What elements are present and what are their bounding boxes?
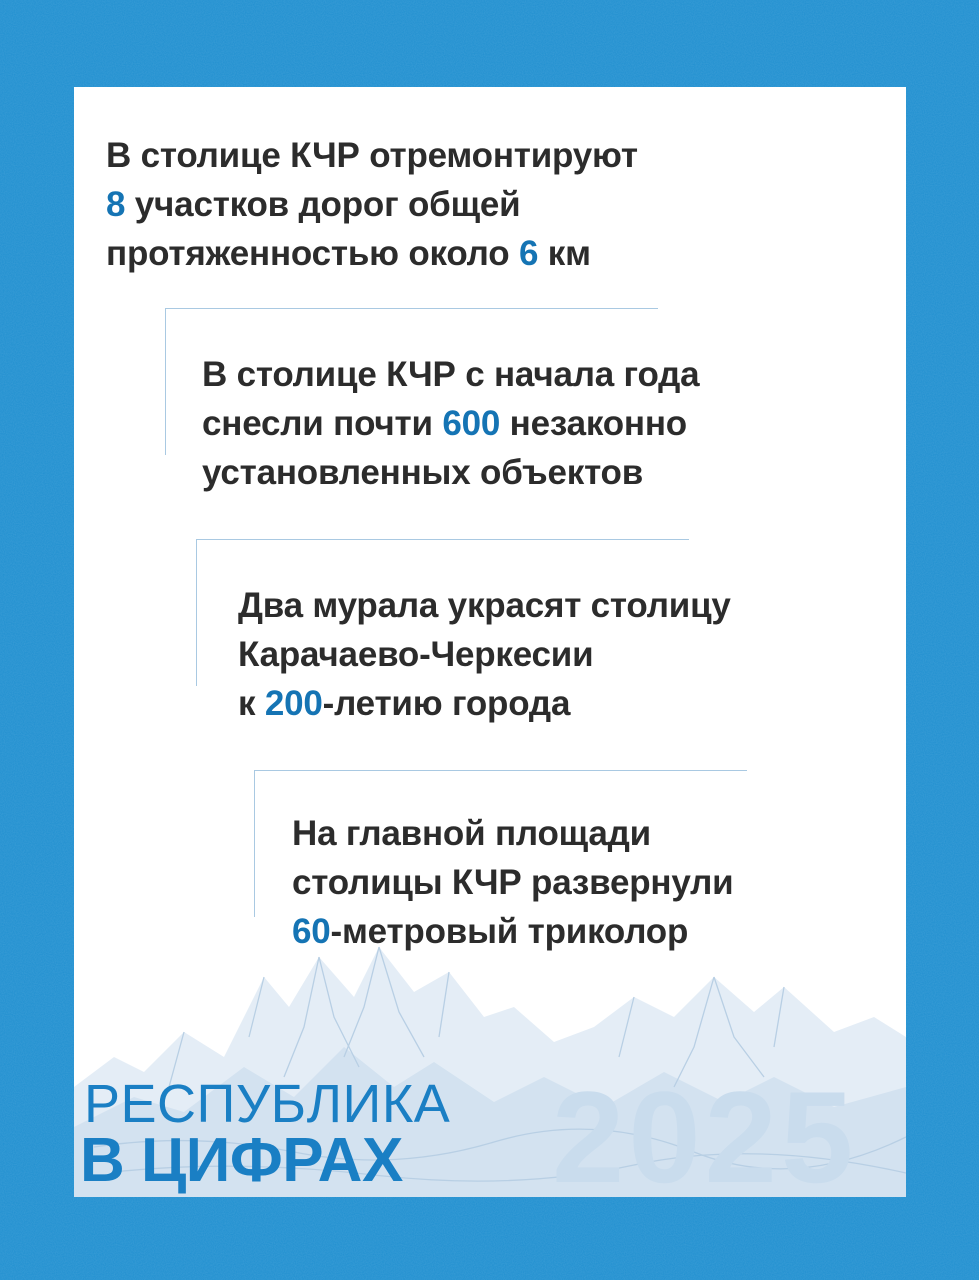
year-watermark: 2025 bbox=[552, 1064, 858, 1197]
fact-number: 6 bbox=[518, 234, 539, 273]
fact-number: 60 bbox=[292, 912, 331, 951]
fact-text: Два мурала украсят столицу bbox=[238, 586, 731, 625]
fact-line bbox=[292, 809, 734, 858]
fact-murals bbox=[238, 581, 731, 728]
fact-number: 8 bbox=[106, 185, 126, 224]
fact-line bbox=[106, 229, 638, 278]
fact-text: -летию города bbox=[322, 684, 571, 723]
fact-text: В столице КЧР с начала года bbox=[202, 355, 700, 394]
fact-roads bbox=[106, 131, 638, 278]
fact-text: На главной площади bbox=[292, 814, 651, 853]
fact-tricolor bbox=[292, 809, 734, 956]
fact-text: Карачаево-Черкесии bbox=[238, 635, 594, 674]
fact-text: протяженностью около bbox=[106, 234, 519, 273]
brand-title-top: РЕСПУБЛИКА bbox=[84, 1074, 451, 1134]
fact-line bbox=[202, 399, 699, 448]
fact-text: км bbox=[538, 234, 591, 273]
fact-line bbox=[202, 448, 699, 497]
fact-text: столицы КЧР развернули bbox=[292, 863, 734, 902]
fact-number: 200 bbox=[264, 684, 323, 723]
fact-line bbox=[106, 180, 638, 229]
fact-demolition bbox=[202, 350, 699, 497]
content-card bbox=[74, 87, 906, 1197]
fact-text: к bbox=[238, 684, 265, 723]
fact-line bbox=[106, 131, 638, 180]
fact-line bbox=[238, 679, 731, 728]
fact-line bbox=[292, 858, 734, 907]
fact-text: В столице КЧР отремонтируют bbox=[106, 136, 638, 175]
fact-line bbox=[238, 581, 731, 630]
fact-text: установленных объектов bbox=[202, 453, 644, 492]
fact-line bbox=[238, 630, 731, 679]
fact-text: -метровый триколор bbox=[330, 912, 689, 951]
fact-text: участков дорог общей bbox=[125, 185, 521, 224]
fact-text: незаконно bbox=[500, 404, 687, 443]
brand-title-bottom: В ЦИФРАХ bbox=[80, 1126, 403, 1195]
fact-line bbox=[202, 350, 699, 399]
fact-number: 600 bbox=[442, 404, 501, 443]
fact-text: снесли почти bbox=[202, 404, 443, 443]
